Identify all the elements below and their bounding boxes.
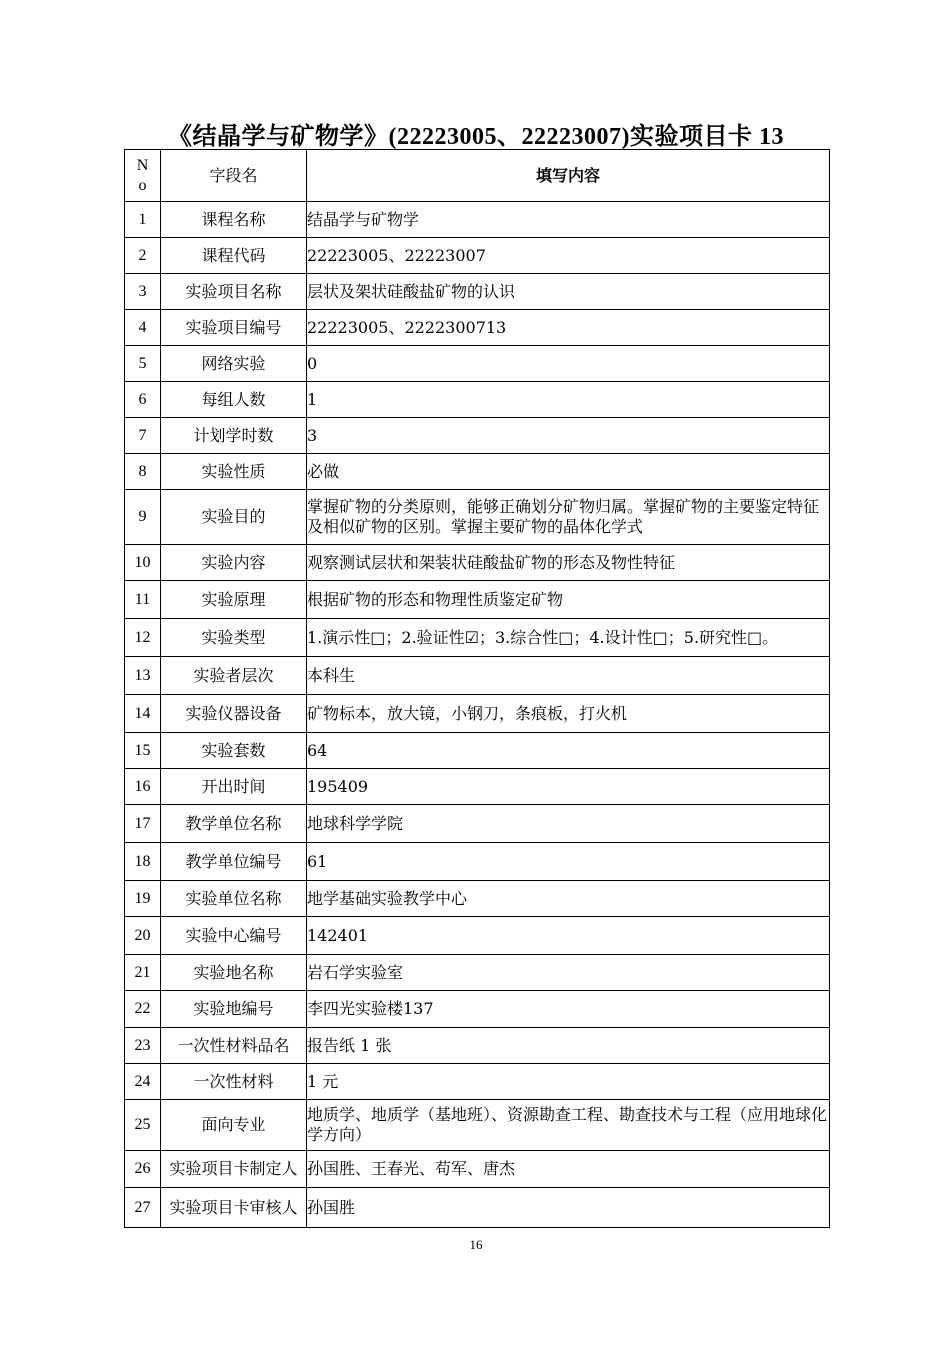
field-value: 142401 bbox=[307, 917, 830, 955]
table-row bbox=[125, 881, 830, 917]
row-number: 2 bbox=[125, 238, 161, 274]
table-row bbox=[125, 1064, 830, 1100]
field-name: 面向专业 bbox=[161, 1100, 307, 1151]
field-value: 本科生 bbox=[307, 657, 830, 695]
field-value: 李四光实验楼137 bbox=[307, 991, 830, 1028]
field-value: 0 bbox=[307, 346, 830, 382]
field-value: 岩石学实验室 bbox=[307, 955, 830, 991]
row-number: 7 bbox=[125, 418, 161, 454]
row-number: 26 bbox=[125, 1151, 161, 1188]
field-name: 实验套数 bbox=[161, 733, 307, 769]
field-value: 层状及架状硅酸盐矿物的认识 bbox=[307, 274, 830, 310]
field-value: 1 bbox=[307, 382, 830, 418]
table-row bbox=[125, 769, 830, 805]
field-value: 根据矿物的形态和物理性质鉴定矿物 bbox=[307, 581, 830, 619]
row-number: 6 bbox=[125, 382, 161, 418]
row-number: 20 bbox=[125, 917, 161, 955]
field-name: 实验仪器设备 bbox=[161, 695, 307, 733]
field-value: 孙国胜 bbox=[307, 1188, 830, 1228]
field-name: 实验中心编号 bbox=[161, 917, 307, 955]
table-row bbox=[125, 917, 830, 955]
table-row bbox=[125, 274, 830, 310]
field-value: 64 bbox=[307, 733, 830, 769]
field-name: 实验目的 bbox=[161, 490, 307, 545]
row-number: 10 bbox=[125, 545, 161, 581]
field-value: 61 bbox=[307, 843, 830, 881]
field-name: 课程名称 bbox=[161, 202, 307, 238]
page-number: 16 bbox=[469, 1237, 483, 1252]
table-row bbox=[125, 991, 830, 1028]
table-row bbox=[125, 843, 830, 881]
row-number: 19 bbox=[125, 881, 161, 917]
field-value: 22223005、2222300713 bbox=[307, 310, 830, 346]
field-value: 必做 bbox=[307, 454, 830, 490]
field-value: 1 元 bbox=[307, 1064, 830, 1100]
table-row bbox=[125, 695, 830, 733]
field-value: 22223005、22223007 bbox=[307, 238, 830, 274]
row-number: 25 bbox=[125, 1100, 161, 1151]
row-number: 14 bbox=[125, 695, 161, 733]
field-name: 教学单位名称 bbox=[161, 805, 307, 843]
row-number: 3 bbox=[125, 274, 161, 310]
row-number: 15 bbox=[125, 733, 161, 769]
row-number: 24 bbox=[125, 1064, 161, 1100]
table-row bbox=[125, 545, 830, 581]
table-header-row bbox=[125, 150, 830, 202]
field-value: 地球科学学院 bbox=[307, 805, 830, 843]
table-row bbox=[125, 1028, 830, 1064]
field-name: 实验项目卡审核人 bbox=[161, 1188, 307, 1228]
header-field: 字段名 bbox=[161, 150, 307, 202]
document-title: 《结晶学与矿物学》(22223005、22223007)实验项目卡 13 bbox=[168, 124, 784, 150]
field-name: 实验地编号 bbox=[161, 991, 307, 1028]
field-name: 实验地名称 bbox=[161, 955, 307, 991]
table-row bbox=[125, 238, 830, 274]
table-row bbox=[125, 454, 830, 490]
row-number: 22 bbox=[125, 991, 161, 1028]
row-number: 16 bbox=[125, 769, 161, 805]
header-value: 填写内容 bbox=[307, 150, 830, 202]
row-number: 23 bbox=[125, 1028, 161, 1064]
table-row bbox=[125, 1100, 830, 1151]
field-name: 实验内容 bbox=[161, 545, 307, 581]
table-row bbox=[125, 657, 830, 695]
row-number: 1 bbox=[125, 202, 161, 238]
row-number: 8 bbox=[125, 454, 161, 490]
field-name: 实验性质 bbox=[161, 454, 307, 490]
field-name: 实验项目编号 bbox=[161, 310, 307, 346]
row-number: 12 bbox=[125, 619, 161, 657]
field-name: 开出时间 bbox=[161, 769, 307, 805]
table-row bbox=[125, 382, 830, 418]
field-value: 3 bbox=[307, 418, 830, 454]
field-name: 实验原理 bbox=[161, 581, 307, 619]
row-number: 18 bbox=[125, 843, 161, 881]
field-value: 矿物标本，放大镜，小钢刀，条痕板，打火机 bbox=[307, 695, 830, 733]
field-value: 掌握矿物的分类原则，能够正确划分矿物归属。掌握矿物的主要鉴定特征及相似矿物的区别。掌握主要矿物的晶体化学式 bbox=[307, 490, 830, 545]
row-number: 9 bbox=[125, 490, 161, 545]
field-name: 每组人数 bbox=[161, 382, 307, 418]
field-value: 195409 bbox=[307, 769, 830, 805]
table-row bbox=[125, 346, 830, 382]
field-value: 观察测试层状和架装状硅酸盐矿物的形态及物性特征 bbox=[307, 545, 830, 581]
table-row bbox=[125, 581, 830, 619]
row-number: 17 bbox=[125, 805, 161, 843]
header-no-label: N o bbox=[136, 156, 149, 194]
field-name: 计划学时数 bbox=[161, 418, 307, 454]
field-name: 网络实验 bbox=[161, 346, 307, 382]
field-name: 实验类型 bbox=[161, 619, 307, 657]
table-row bbox=[125, 490, 830, 545]
table-row bbox=[125, 1151, 830, 1188]
header-no bbox=[125, 150, 161, 202]
field-name: 一次性材料品名 bbox=[161, 1028, 307, 1064]
table-row bbox=[125, 1188, 830, 1228]
field-name: 实验单位名称 bbox=[161, 881, 307, 917]
table-row bbox=[125, 733, 830, 769]
row-number: 21 bbox=[125, 955, 161, 991]
row-number: 13 bbox=[125, 657, 161, 695]
field-name: 实验项目名称 bbox=[161, 274, 307, 310]
field-name: 实验项目卡制定人 bbox=[161, 1151, 307, 1188]
field-value: 地学基础实验教学中心 bbox=[307, 881, 830, 917]
field-name: 一次性材料 bbox=[161, 1064, 307, 1100]
field-value: 报告纸 1 张 bbox=[307, 1028, 830, 1064]
table-row bbox=[125, 202, 830, 238]
row-number: 27 bbox=[125, 1188, 161, 1228]
field-name: 教学单位编号 bbox=[161, 843, 307, 881]
table-row bbox=[125, 418, 830, 454]
row-number: 4 bbox=[125, 310, 161, 346]
table-row bbox=[125, 805, 830, 843]
field-value: 地质学、地质学（基地班）、资源勘查工程、勘查技术与工程（应用地球化学方向） bbox=[307, 1100, 830, 1151]
field-value: 1.演示性□；2.验证性☑；3.综合性□；4.设计性□；5.研究性□。 bbox=[307, 619, 830, 657]
field-name: 实验者层次 bbox=[161, 657, 307, 695]
row-number: 11 bbox=[125, 581, 161, 619]
row-number: 5 bbox=[125, 346, 161, 382]
field-name: 课程代码 bbox=[161, 238, 307, 274]
field-value: 结晶学与矿物学 bbox=[307, 202, 830, 238]
experiment-card-table bbox=[124, 149, 830, 1228]
table-row bbox=[125, 955, 830, 991]
field-value: 孙国胜、王春光、苟军、唐杰 bbox=[307, 1151, 830, 1188]
table-row bbox=[125, 310, 830, 346]
table-row bbox=[125, 619, 830, 657]
